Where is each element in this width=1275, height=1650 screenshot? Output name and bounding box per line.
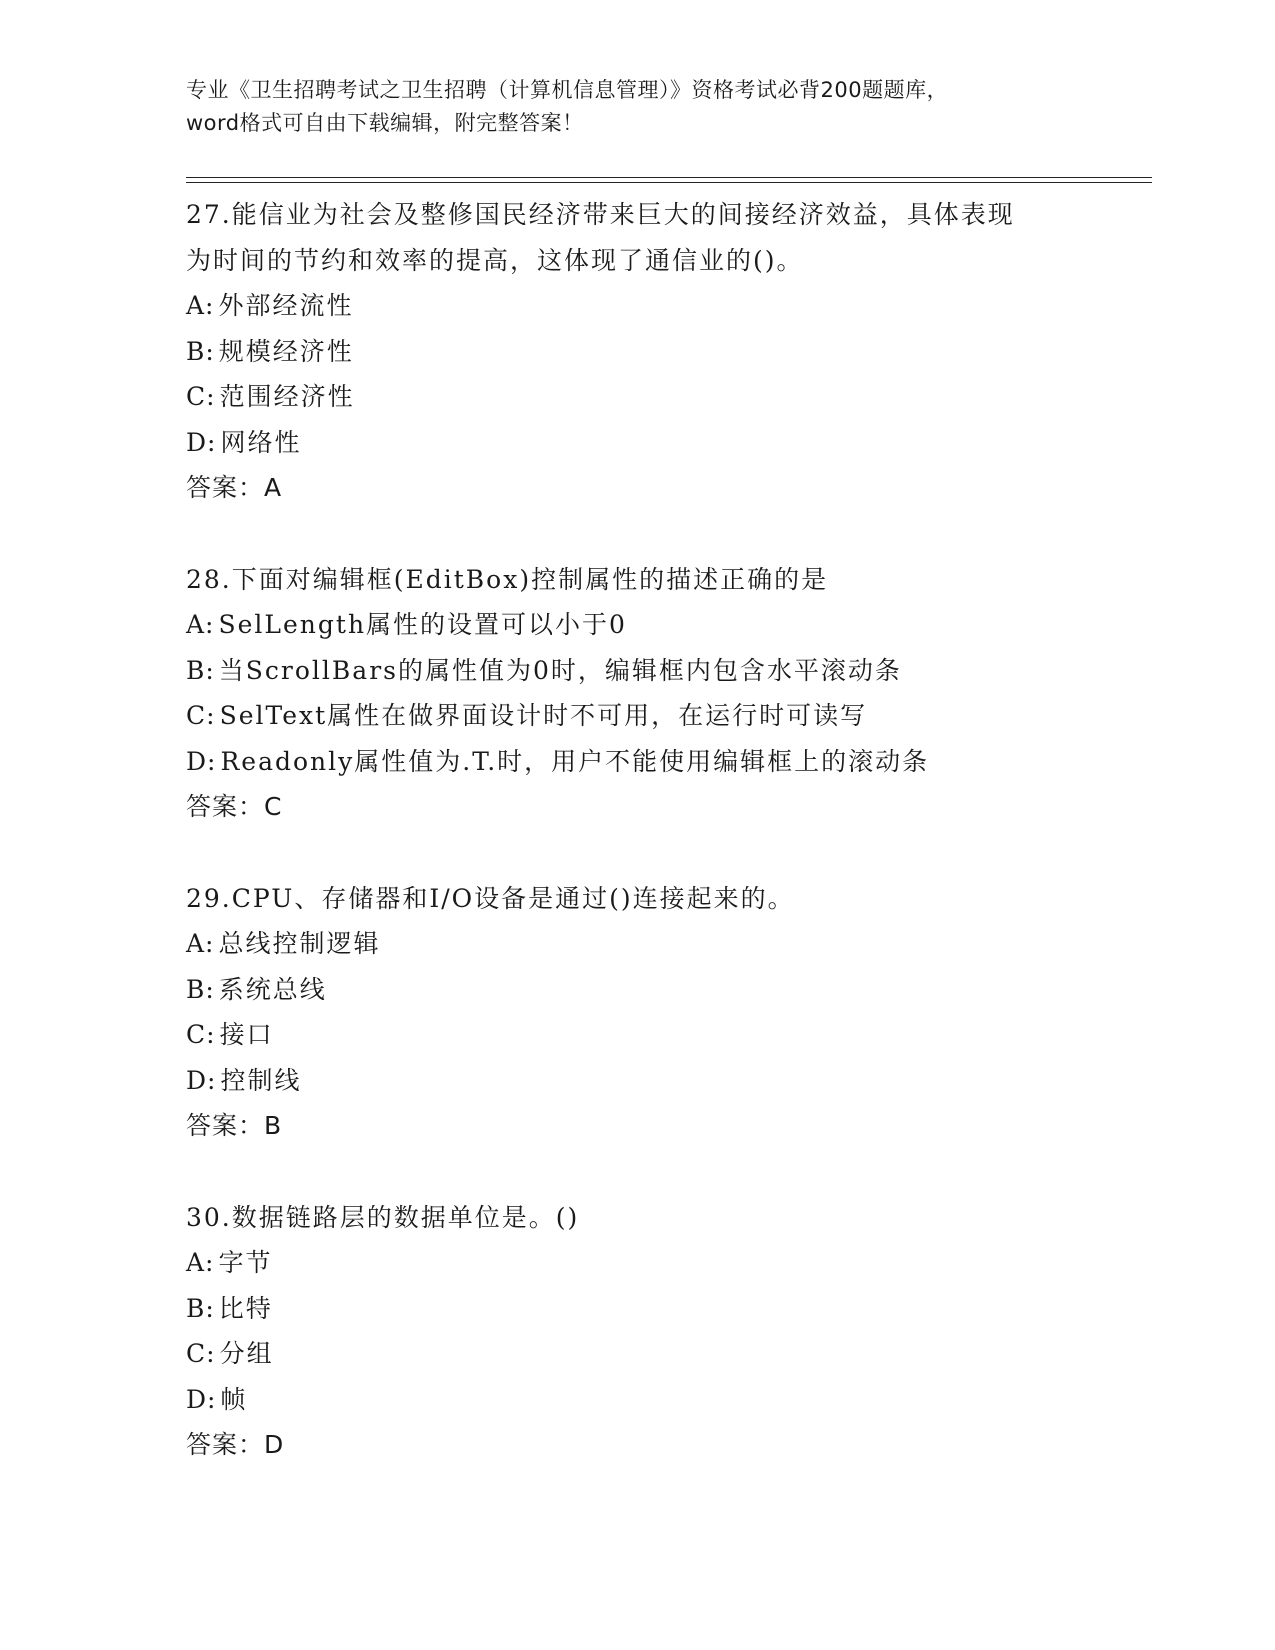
option-key: B: xyxy=(186,655,215,685)
option-text: Readonly属性值为.T.时，用户不能使用编辑框上的滚动条 xyxy=(220,746,930,776)
option-key: C: xyxy=(186,1020,216,1049)
question-text: 29.CPU、存储器和I/O设备是通过()连接起来的。 xyxy=(186,883,795,913)
option-text: 接口 xyxy=(219,1020,274,1049)
option-a xyxy=(186,921,1146,967)
question-text: 为时间的节约和效率的提高，这体现了通信业的()。 xyxy=(186,245,804,275)
option-a xyxy=(186,602,1146,648)
option-text: 比特 xyxy=(218,1293,273,1323)
option-text: SelText属性在做界面设计时不可用，在运行时可读写 xyxy=(219,701,868,730)
answer-line: 答案：C xyxy=(186,792,283,821)
question-text: 28.下面对编辑框(EditBox)控制属性的描述正确的是 xyxy=(186,564,829,594)
option-key: A: xyxy=(186,610,215,639)
option-text: 网络性 xyxy=(220,427,302,457)
header-line-1: 专业《卫生招聘考试之卫生招聘（计算机信息管理）》资格考试必背200题题库， xyxy=(186,78,949,102)
option-c xyxy=(186,1331,1146,1377)
header-divider-top xyxy=(186,177,1152,178)
option-text: 外部经流性 xyxy=(218,291,354,320)
question-text: 30.数据链路层的数据单位是。() xyxy=(186,1202,580,1232)
option-key: A: xyxy=(186,291,215,320)
option-key: D: xyxy=(186,1065,217,1095)
option-b xyxy=(186,1286,1146,1332)
option-key: D: xyxy=(186,746,217,776)
option-key: B: xyxy=(186,1293,215,1323)
option-text: 范围经济性 xyxy=(219,382,355,411)
option-key: B: xyxy=(186,974,215,1004)
option-d xyxy=(186,420,1146,466)
option-b xyxy=(186,967,1146,1013)
option-c xyxy=(186,374,1146,420)
option-text: 控制线 xyxy=(220,1065,302,1095)
option-text: 分组 xyxy=(219,1339,274,1368)
answer-line: 答案：A xyxy=(186,473,283,502)
option-key: D: xyxy=(186,427,217,457)
option-key: B: xyxy=(186,336,215,366)
option-d xyxy=(186,739,1146,785)
option-text: 帧 xyxy=(220,1384,248,1414)
option-text: 当ScrollBars的属性值为0时，编辑框内包含水平滚动条 xyxy=(218,655,902,685)
option-b xyxy=(186,329,1146,375)
option-key: A: xyxy=(186,929,215,958)
option-a xyxy=(186,283,1146,329)
option-b xyxy=(186,648,1146,694)
option-text: SelLength属性的设置可以小于0 xyxy=(218,610,627,639)
option-text: 规模经济性 xyxy=(218,336,354,366)
option-key: D: xyxy=(186,1384,217,1414)
question-28 xyxy=(186,557,1146,830)
answer-line: 答案：D xyxy=(186,1430,285,1459)
option-text: 系统总线 xyxy=(218,974,327,1004)
header-divider-bottom xyxy=(186,182,1152,183)
option-d xyxy=(186,1058,1146,1104)
option-key: C: xyxy=(186,701,216,730)
option-key: C: xyxy=(186,1339,216,1368)
question-30 xyxy=(186,1195,1146,1468)
option-key: C: xyxy=(186,382,216,411)
option-text: 总线控制逻辑 xyxy=(218,929,381,958)
option-c xyxy=(186,693,1146,739)
option-d xyxy=(186,1377,1146,1423)
question-27 xyxy=(186,192,1146,511)
header-line-2: word格式可自由下载编辑，附完整答案！ xyxy=(186,111,584,135)
answer-line: 答案：B xyxy=(186,1111,283,1140)
question-list xyxy=(186,192,1146,1514)
option-text: 字节 xyxy=(218,1248,273,1277)
document-header xyxy=(186,74,1086,140)
option-c xyxy=(186,1012,1146,1058)
option-a xyxy=(186,1240,1146,1286)
option-key: A: xyxy=(186,1248,215,1277)
question-29 xyxy=(186,876,1146,1149)
question-text: 27.能信业为社会及整修国民经济带来巨大的间接经济效益，具体表现 xyxy=(186,200,1015,229)
